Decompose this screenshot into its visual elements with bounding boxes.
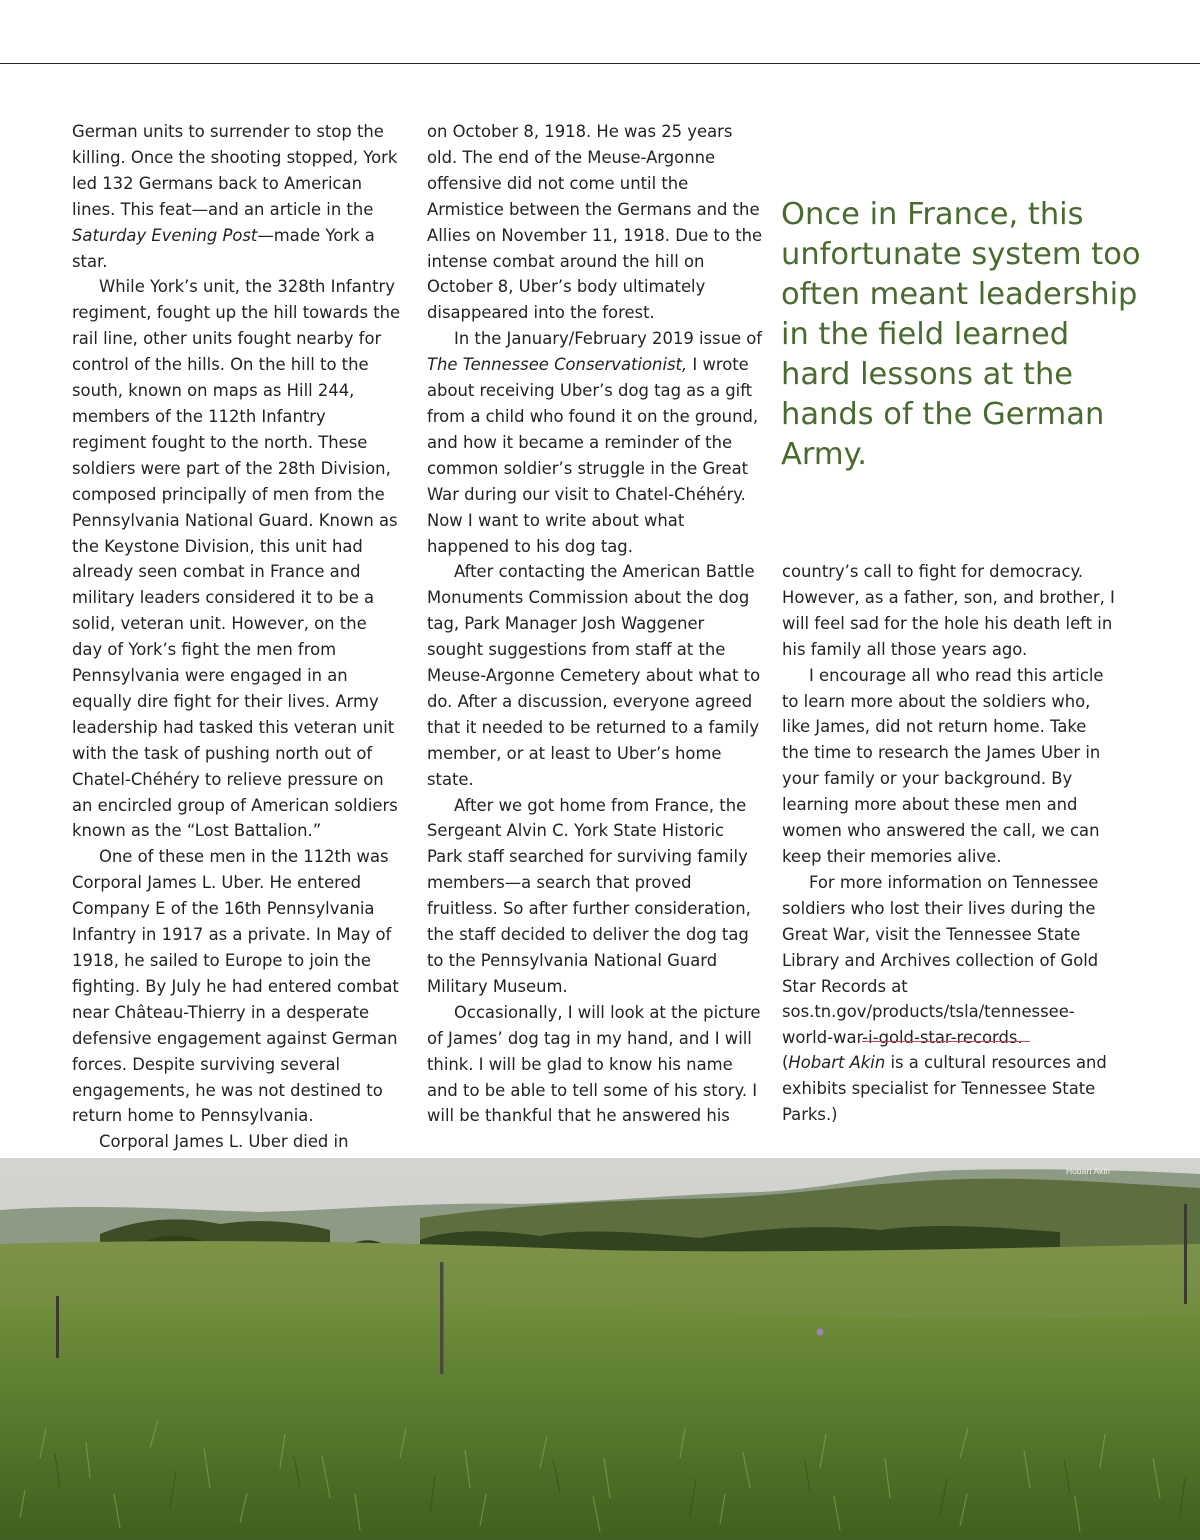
paragraph-1-3: One of these men in the 112th was Corporal James L. Uber. He entered Company E of the 16th Pennsylvania Infantry in 1917 as a private. In May of 1918, he sailed to Europe to join the fighting. By July he had entered combat near Château-Thierry in a desperate defensive engagement against German forces. Despite surviving several engagements, he was not destined to return home to Pennsylvania. [72,847,399,1126]
author-bio: (Hobart Akin is a cultural resources and exhibits specialist for Tennessee State Parks.) [782,1053,1107,1124]
photo-credit: Hobart Akin [1066,1166,1110,1176]
paragraph-3-1: country’s call to fight for democracy. However, as a father, son, and brother, I will feel sad for the hole his death left in his family all those years ago. [782,562,1115,659]
top-rule [0,63,1200,64]
paragraph-1-4: Corporal James L. Uber died in [99,1132,349,1152]
landscape-photo [0,1158,1200,1540]
paragraph-2-5: Occasionally, I will look at the picture of James’ dog tag in my hand, and I will think. I will be glad to know his name and to be able to tell some of his story. I will be thankful that he answered his [427,1002,761,1126]
paragraph-3-3: For more information on Tennessee soldiers who lost their lives during the Great War, visit the Tennessee State Library and Archives collection of Gold Star Records at sos.tn.gov/products/tsla/tennessee-world-war-i-gold-star-records. [782,872,1099,1048]
end-divider [862,1041,1030,1042]
article-column-1 [72,119,402,1207]
article-column-3 [782,559,1118,1051]
paragraph-1-2: While York’s unit, the 328th Infantry regiment, fought up the hill towards the rail line, other units fought nearby for control of the hills. On the hill to the south, known on maps as Hill 244, members of the 112th Infantry regiment fought to the north. These soldiers were part of the 28th Division, composed principally of men from the Pennsylvania National Guard. Known as the Keystone Division, this unit had already seen combat in France and military leaders considered it to be a solid, veteran unit. However, on the day of York’s fight the men from Pennsylvania were engaged in an equally dire fight for their lives. Army leadership had tasked this veteran unit with the task of pushing north out of Chatel-Chéhéry to relieve pressure on an encircled group of American soldiers known as the “Lost Battalion.” [72,277,401,841]
paragraph-1-1: German units to surrender to stop the killing. Once the shooting stopped, York led 132 Germans back to American lines. This feat—and an article in the Saturday Evening Post—made York a star. [72,122,398,271]
paragraph-2-1: on October 8, 1918. He was 25 years old. The end of the Meuse-Argonne offensive did not come until the Armistice between the Germans and the Allies on November 11, 1918. Due to the intense combat around the hill on October 8, Uber’s body ultimately disappeared into the forest. [427,122,763,323]
pull-quote: Once in France, this unfortunate system too often meant leadership in the field learned hard lessons at the hands of the German Army. [781,197,1141,472]
paragraph-2-4: After we got home from France, the Sergeant Alvin C. York State Historic Park staff searched for surviving family members—a search that proved fruitless. So after further consideration, the staff decided to deliver the dog tag to the Pennsylvania National Guard Military Museum. [427,795,751,996]
field-landscape-image [0,1158,1200,1540]
paragraph-3-2: I encourage all who read this article to learn more about the soldiers who, like James, did not return home. Take the time to research the James Uber in your family or your background. By learning more about these men and women who answered the call, we can keep their memories alive. [782,665,1104,866]
paragraph-2-2: In the January/February 2019 issue of The Tennessee Conservationist, I wrote about receiving Uber’s dog tag as a gift from a child who found it on the ground, and how it became a reminder of the common soldier’s struggle in the Great War during our visit to Chatel-Chéhéry. Now I want to write about what happened to his dog tag. [427,329,763,556]
article-column-2 [427,119,763,1129]
paragraph-2-3: After contacting the American Battle Monuments Commission about the dog tag, Park Manager Josh Waggener sought suggestions from staff at the Meuse-Argonne Cemetery about what to do. After a discussion, everyone agreed that it needed to be returned to a family member, or at least to Uber’s home state. [427,562,761,789]
author-name: Hobart Akin [788,1053,886,1072]
